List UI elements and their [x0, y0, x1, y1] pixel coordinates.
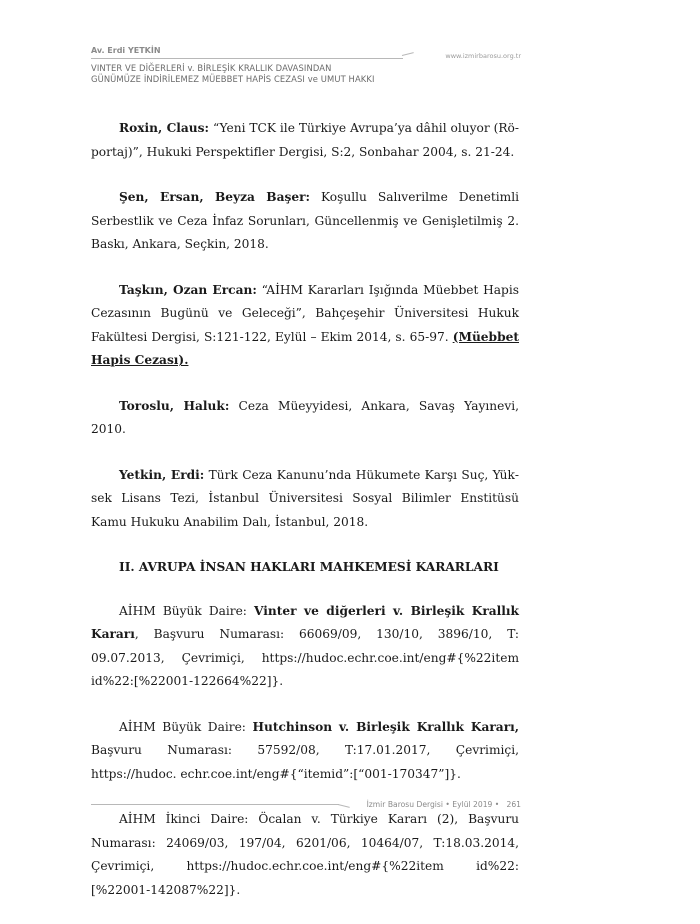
page-header: [91, 46, 521, 94]
bibliography-entry: [91, 395, 519, 442]
decision-case-name: Vinter ve diğerleri v. Birleşik Krallık Kararı: [91, 603, 519, 641]
bibliography-entry: [91, 464, 519, 535]
entry-author: Şen, Ersan, Beyza Başer:: [119, 190, 311, 204]
footer-rule: [91, 804, 339, 805]
bibliography-entry: [91, 117, 519, 164]
entry-author: Yetkin, Erdi:: [119, 467, 205, 482]
entry-author: Taşkın, Ozan Ercan:: [119, 282, 257, 297]
footer-journal: [367, 800, 521, 809]
bibliography-entry: [91, 186, 519, 257]
header-title-line-2: GÜNÜMÜZE İNDİRİLEMEZ MÜEBBET HAPİS CEZASI ve UMUT HAKKI: [91, 74, 375, 84]
bibliography-entry: [91, 279, 519, 373]
header-rule-diagonal: [402, 52, 414, 56]
header-author: [91, 46, 161, 55]
entry-author: Toroslu, Haluk:: [119, 398, 230, 413]
entry-text: Türk Ceza Kanunu’nda Hükumete Karşı Suç, Yüksek Lisans Tezi, İstanbul Üniversitesi Sosyal Bilimler Enstitüsü Kamu Hukuku Anabilim Dalı, İstanbul, 2018.: [91, 467, 519, 529]
footer-rule-diagonal: [338, 804, 350, 808]
decision-details: Başvuru Numarası: 57592/08, T:17.01.2017, Çevrimiçi, https://hudoc. echr.coe.int/eng#{“itemid”:[“001-170347”]}.: [91, 743, 519, 781]
header-rule: [91, 58, 403, 59]
section-heading: II. AVRUPA İNSAN HAKLARI MAHKEMESİ KARARLARI: [119, 560, 499, 574]
entry-text: “Yeni TCK ile Türkiye Avrupa’ya dâhil oluyor (Röportaj)”, Hukuki Perspektifler Dergisi, S:2, Sonbahar 2004, s. 21-24.: [91, 121, 519, 159]
entry-text: Koşullu Salıverilme Denetimli Serbestlik ve Ceza İnfaz Sorunları, Güncellenmiş ve Genişletilmiş 2. Baskı, Ankara, Seçkin, 2018.: [91, 190, 519, 251]
page-footer: [91, 800, 521, 820]
decision-court: AİHM Büyük Daire:: [119, 603, 255, 618]
entry-link[interactable]: (Müebbet Hapis Cezası).: [91, 329, 519, 367]
page-number: 261: [506, 800, 521, 809]
decision-court: AİHM Büyük Daire:: [119, 719, 253, 734]
entry-text: Ceza Müeyyidesi, Ankara, Savaş Yayınevi, 2010.: [91, 398, 519, 436]
court-decision-entry: [91, 808, 519, 902]
author-prefix: Av. Erdi: [91, 46, 128, 55]
court-decision-entry: [91, 716, 519, 787]
header-url[interactable]: www.izmirbarosu.org.tr: [445, 52, 521, 60]
header-article-title: [91, 63, 375, 85]
entry-text: “AİHM Kararları Işığında Müebbet Hapis Cezasının Bugünü ve Geleceği”, Bahçeşehir Üniversitesi Hukuk Fakültesi Dergisi, S:121-122, Eylül – Ekim 2014, s. 65-97.: [91, 282, 519, 344]
decision-text: AİHM İkinci Daire: Öcalan v. Türkiye Kararı (2), Başvuru Numarası: 24069/03, 197/04, 6201/06, 10464/07, T:18.03.2014, Çevrimiçi, https://hudoc.echr.coe.int/eng#{%22item id%22:[%22001-142087%22]}.: [91, 812, 519, 897]
footer-journal-name: İzmir Barosu Dergisi • Eylül 2019 •: [366, 800, 500, 809]
decision-case-name: Hutchinson v. Birleşik Krallık Kararı,: [252, 719, 519, 734]
entry-author: Roxin, Claus:: [119, 121, 210, 135]
header-title-line-1: VINTER VE DİĞERLERİ v. BİRLEŞİK KRALLIK DAVASINDAN: [91, 63, 332, 73]
decision-details: , Başvuru Numarası: 66069/09, 130/10, 3896/10, T: 09.07.2013, Çevrimiçi, https://hudoc.echr.coe.int/eng#{%22item id%22:[%22001-122664%22]}.: [91, 627, 519, 688]
court-decision-entry: [91, 600, 519, 694]
author-last-name: YETKİN: [127, 46, 161, 55]
